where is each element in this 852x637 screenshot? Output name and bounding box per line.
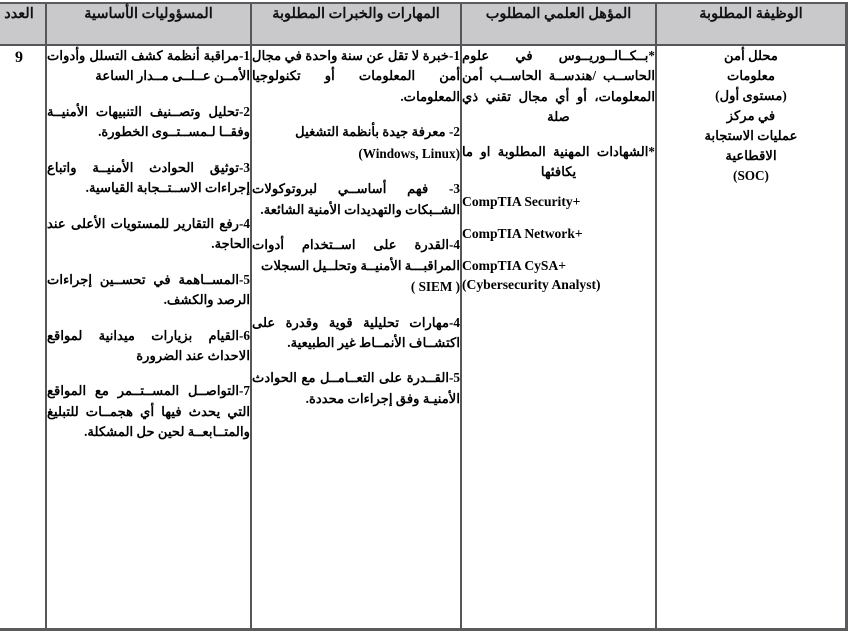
responsibility-item: 1-مراقبة أنظمة كشف التسلل وأدوات الأمــن عــلــى مــدار الساعة bbox=[47, 48, 250, 84]
cell-count: 9 bbox=[15, 49, 23, 66]
cell-job-title bbox=[655, 46, 845, 628]
skill-item-text: 5-القــدرة على التعــامــل مع الحوادث الأمنيـة وفق إجراءات محددة. bbox=[252, 370, 460, 406]
skill-item-text: 4-مهارات تحليلية قوية وقدرة على اكتشــاف الأنمــاط غير الطبيعية. bbox=[252, 314, 460, 350]
job-title-line: معلومات bbox=[726, 68, 776, 84]
responsibility-item: 3-توثيق الحوادث الأمنيــة واتباع إجراءات الاســتــجابة القياسية. bbox=[47, 159, 250, 196]
column-header-skills bbox=[250, 4, 460, 46]
skill-item-text: 3- فهم أساســي لبروتوكولات الشــبكات والتهديدات الأمنية الشائعة. bbox=[252, 181, 460, 217]
skill-item-siem-label: ( SIEM ) bbox=[410, 279, 460, 295]
skill-item-text: 1-خبرة لا تقل عن سنة واحدة في مجال أمن المعلومات أو تكنولوجيا المعلومات. bbox=[252, 48, 460, 104]
skill-item bbox=[252, 368, 460, 409]
certificate-name: CompTIA Security+ bbox=[462, 193, 581, 209]
table-header bbox=[0, 4, 845, 46]
table-header-row bbox=[0, 4, 845, 46]
job-title-line: (مستوى أول) bbox=[715, 88, 787, 104]
cell-qualification bbox=[460, 46, 655, 628]
certificate-subtitle: (Cybersecurity Analyst) bbox=[462, 276, 601, 292]
skill-item bbox=[252, 46, 460, 107]
certificate-name: CompTIA Network+ bbox=[462, 226, 583, 242]
responsibility-item: 5-المســاهمة في تحســين إجراءات الرصد والكشف. bbox=[47, 271, 250, 308]
column-header-job bbox=[655, 4, 845, 46]
skill-item-text: 2- معرفة جيدة بأنظمة التشغيل bbox=[295, 124, 460, 140]
responsibility-item: 2-تحليل وتصــنيف التنبيهات الأمنيــة وفقــا لـمســتــوى الخطورة. bbox=[47, 103, 250, 140]
qualification-certs-intro: *الشهادات المهنية المطلوبة او ما يكافئها bbox=[462, 143, 655, 180]
job-title-acronym: (SOC) bbox=[733, 168, 769, 184]
skill-item-os-list: (Windows, Linux) bbox=[358, 145, 460, 161]
job-requirements-table bbox=[0, 2, 848, 631]
job-title-line: عمليات الاستجابة bbox=[704, 128, 798, 144]
job-title-line: في مركز bbox=[726, 108, 776, 124]
column-header-skills-label: المهارات والخبرات المطلوبة bbox=[272, 6, 440, 22]
cell-skills bbox=[250, 46, 460, 628]
column-header-job-label: الوظيفة المطلوبة bbox=[699, 6, 803, 22]
certificate-item bbox=[462, 257, 655, 294]
column-header-count bbox=[0, 4, 45, 46]
table-row bbox=[0, 46, 845, 628]
responsibility-item: 6-القيام بزيارات ميدانية لمواقع الاحداث عند الضرورة bbox=[47, 327, 250, 363]
certificate-name: CompTIA CySA+ bbox=[462, 258, 567, 274]
cell-responsibilities bbox=[45, 46, 250, 628]
job-title-line: الاقطاعية bbox=[725, 148, 777, 164]
qualification-degree: *بــكــالــوريــوس في علوم الحاســب /هندســة الحاســب أمن المعلومات، أو أي مجال تقني ذي صلة bbox=[462, 48, 655, 125]
responsibility-item: 4-رفع التقارير للمستويات الأعلى عند الحاجة. bbox=[47, 215, 250, 252]
skill-item bbox=[252, 313, 460, 354]
skill-item bbox=[252, 122, 460, 164]
column-header-count-label: العدد bbox=[4, 6, 34, 22]
column-header-responsibilities bbox=[45, 4, 250, 46]
column-header-responsibilities-label: المسؤوليات الأساسية bbox=[84, 6, 213, 22]
skill-item bbox=[252, 179, 460, 220]
table-body bbox=[0, 46, 845, 628]
column-header-qualification bbox=[460, 4, 655, 46]
certificate-item bbox=[462, 193, 655, 211]
skill-item bbox=[252, 235, 460, 297]
column-header-qualification-label: المؤهل العلمي المطلوب bbox=[485, 6, 632, 22]
skill-item-text: 4-القدرة على اســتخدام أدوات المراقبـــة الأمنيــة وتحلــيل السجلات bbox=[252, 237, 460, 273]
job-title-line: محلل أمن bbox=[724, 48, 778, 63]
responsibility-item: 7-التواصــل المســتــمر مع المواقع التي يحدث فيها أي هجمــات للتبليغ والمتــابعــة لحين حل المشكلة. bbox=[47, 383, 250, 440]
certificate-item bbox=[462, 225, 655, 243]
